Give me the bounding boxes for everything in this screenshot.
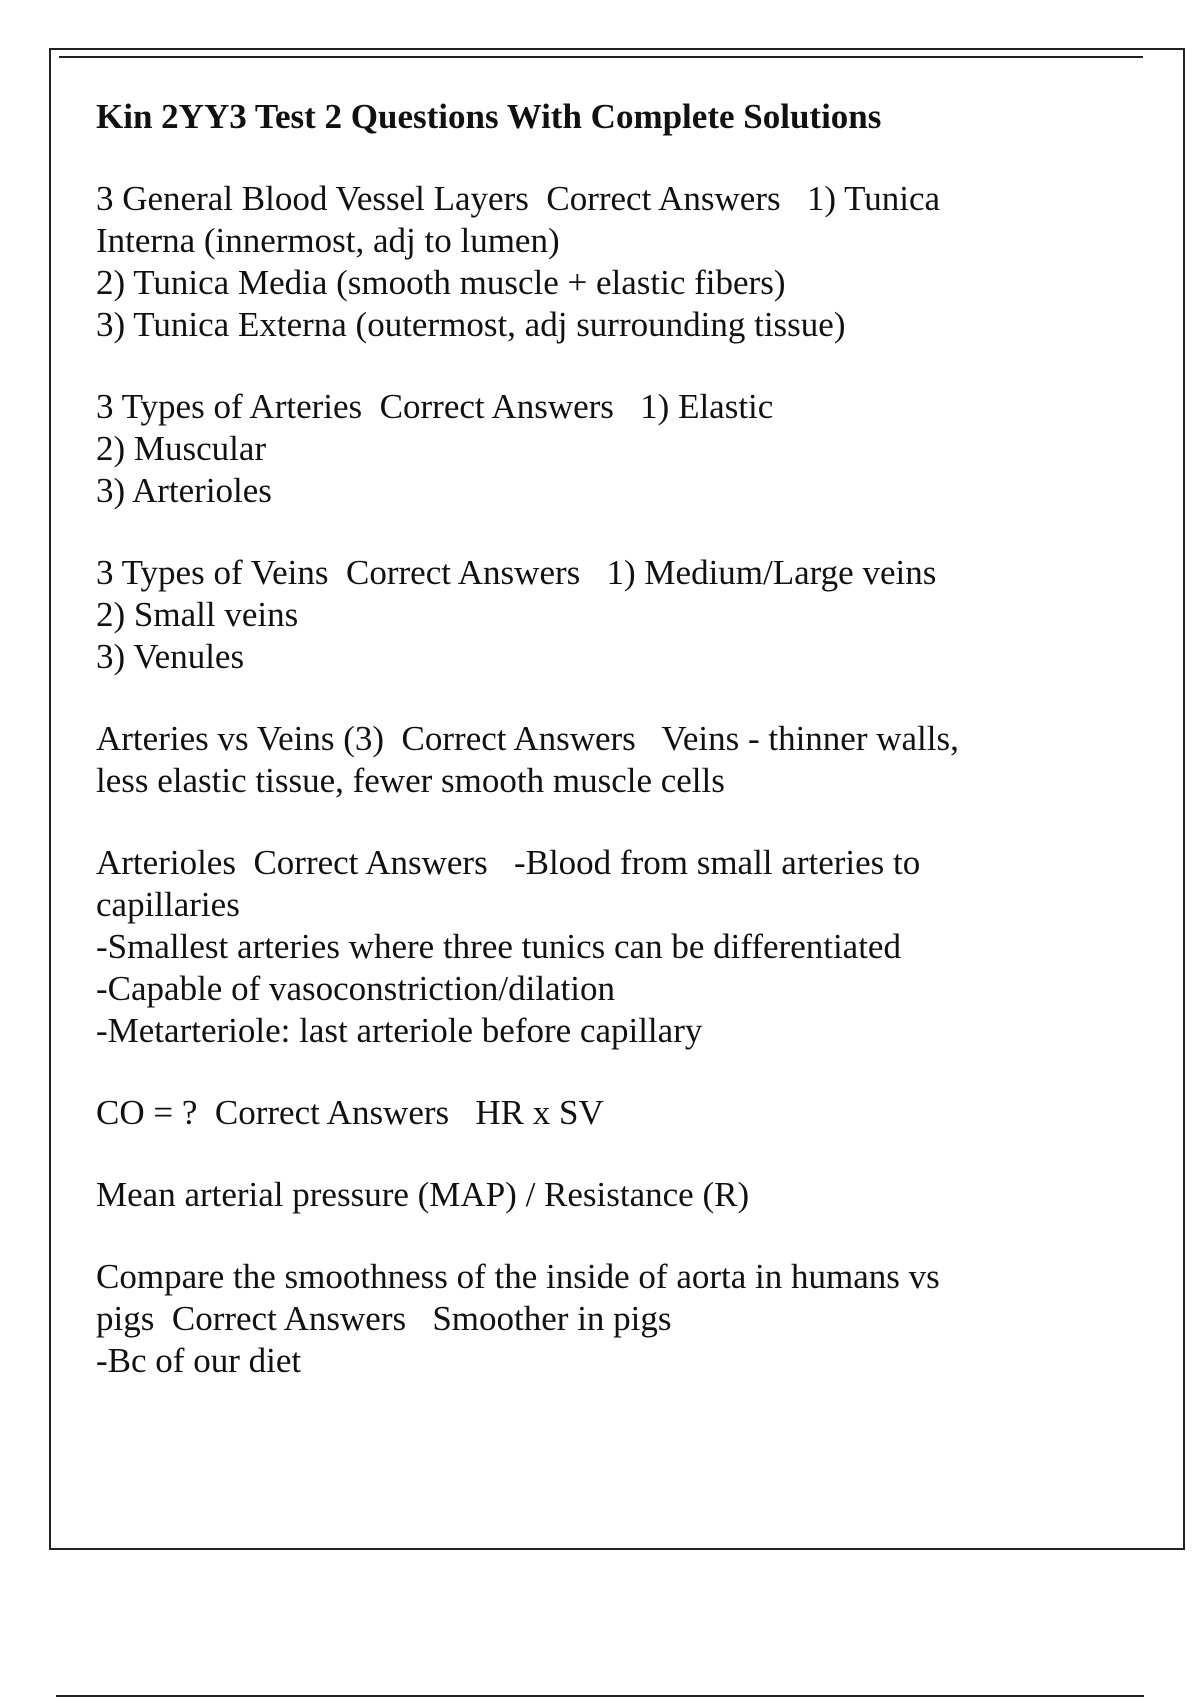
- qa-line: 2) Small veins: [96, 595, 299, 634]
- qa-line: 2) Muscular: [96, 429, 267, 468]
- qa-entry-blood-vessel-layers: [96, 178, 1056, 346]
- qa-line: -Metarteriole: last arteriole before capillary: [96, 1011, 703, 1050]
- qa-line: Arterioles Correct Answers -Blood from small arteries to: [96, 843, 921, 882]
- qa-line: CO = ? Correct Answers HR x SV: [96, 1093, 604, 1132]
- qa-line: 3) Tunica Externa (outermost, adj surrounding tissue): [96, 305, 846, 344]
- qa-line: 3) Arterioles: [96, 471, 272, 510]
- qa-entry-cardiac-output: [96, 1092, 1056, 1134]
- qa-line: Arteries vs Veins (3) Correct Answers Veins - thinner walls,: [96, 719, 959, 758]
- document-title: Kin 2YY3 Test 2 Questions With Complete Solutions: [96, 97, 882, 136]
- qa-line: Interna (innermost, adj to lumen): [96, 221, 560, 260]
- qa-entry-types-of-veins: [96, 552, 1056, 678]
- qa-line: 2) Tunica Media (smooth muscle + elastic fibers): [96, 263, 786, 302]
- bottom-rule: [56, 1695, 1144, 1697]
- qa-line: -Capable of vasoconstriction/dilation: [96, 969, 616, 1008]
- qa-entry-map-resistance: [96, 1174, 1056, 1216]
- qa-entry-arteries-vs-veins: [96, 718, 1056, 802]
- qa-line: 3) Venules: [96, 637, 245, 676]
- qa-line: 3 Types of Veins Correct Answers 1) Medium/Large veins: [96, 553, 937, 592]
- qa-line: capillaries: [96, 885, 240, 924]
- qa-line: pigs Correct Answers Smoother in pigs: [96, 1299, 672, 1338]
- qa-line: -Smallest arteries where three tunics can be differentiated: [96, 927, 901, 966]
- qa-entry-aorta-smoothness: [96, 1256, 1056, 1382]
- qa-line: Compare the smoothness of the inside of aorta in humans vs: [96, 1257, 940, 1296]
- qa-line: 3 General Blood Vessel Layers Correct Answers 1) Tunica: [96, 179, 941, 218]
- top-rule: [59, 56, 1143, 58]
- document-content: [96, 96, 1056, 1422]
- qa-line: -Bc of our diet: [96, 1341, 302, 1380]
- qa-line: 3 Types of Arteries Correct Answers 1) Elastic: [96, 387, 774, 426]
- qa-line: Mean arterial pressure (MAP) / Resistance (R): [96, 1175, 750, 1214]
- qa-entry-types-of-arteries: [96, 386, 1056, 512]
- qa-line: less elastic tissue, fewer smooth muscle cells: [96, 761, 725, 800]
- qa-entry-arterioles: [96, 842, 1056, 1052]
